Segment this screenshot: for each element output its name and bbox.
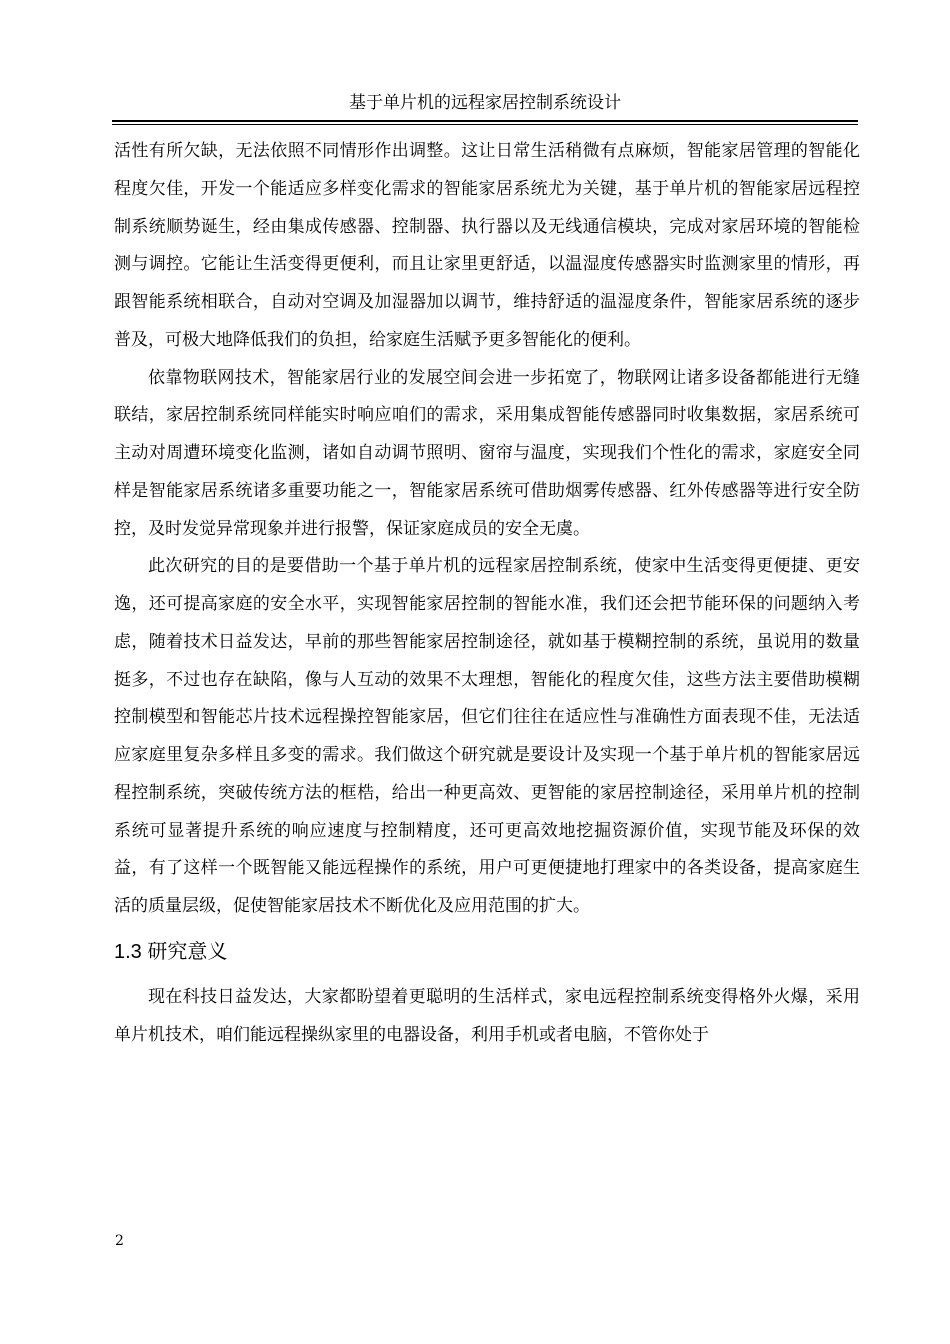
paragraph-continued: 活性有所欠缺，无法依照不同情形作出调整。这让日常生活稍微有点麻烦，智能家居管理的智能化程度欠佳，开发一个能适应多样变化需求的智能家居系统尤为关键，基于单片机的智能家居远程控制系统顺势诞生，经由集成传感器、控制器、执行器以及无线通信模块，完成对家居环境的智能检测与调控。它能让生活变得更便利，而且让家里更舒适，以温湿度传感器实时监测家里的情形，再跟智能系统相联合，自动对空调及加湿器加以调节，维持舒适的温湿度条件，智能家居系统的逐步普及，可极大地降低我们的负担，给家庭生活赋予更多智能化的便利。 (114, 141, 860, 350)
page-number: 2 (115, 1233, 124, 1249)
paragraph-research-significance: 现在科技日益发达，大家都盼望着更聪明的生活样式，家电远程控制系统变得格外火爆，采用单片机技术，咱们能远程操纵家里的电器设备，利用手机或者电脑，不管你处于 (114, 986, 860, 1045)
page-header (112, 90, 858, 122)
section-heading: 1.3 研究意义 (114, 940, 228, 963)
paragraph-iot: 依靠物联网技术，智能家居行业的发展空间会进一步拓宽了，物联网让诸多设备都能进行无缝联结，家居控制系统同样能实时响应咱们的需求，采用集成智能传感器同时收集数据，家居系统可主动对周遭环境变化监测，诸如自动调节照明、窗帘与温度，实现我们个性化的需求，家庭安全同样是智能家居系统诸多重要功能之一，智能家居系统可借助烟雾传感器、红外传感器等进行安全防控，及时发觉异常现象并进行报警，保证家庭成员的安全无虞。 (114, 367, 860, 539)
paragraph-research-purpose: 此次研究的目的是要借助一个基于单片机的远程家居控制系统，使家中生活变得更便捷、更安逸，还可提高家庭的安全水平，实现智能家居控制的智能水准，我们还会把节能环保的问题纳入考虑，随着技术日益发达，早前的那些智能家居控制途径，就如基于模糊控制的系统，虽说用的数量挺多，不过也存在缺陷，像与人互动的效果不太理想，智能化的程度欠佳，这些方法主要借助模糊控制模型和智能芯片技术远程操控智能家居，但它们往往在适应性与准确性方面表现不佳，无法适应家庭里复杂多样且多变的需求。我们做这个研究就是要设计及实现一个基于单片机的智能家居远程控制系统，突破传统方法的框梏，给出一种更高效、更智能的家居控制途径，采用单片机的控制系统可显著提升系统的响应速度与控制精度，还可更高效地挖掘资源价值，实现节能及环保的效益，有了这样一个既智能又能远程操作的系统，用户可更便捷地打理家中的各类设备，提高家庭生活的质量层级，促使智能家居技术不断优化及应用范围的扩大。 (114, 556, 860, 916)
document-title: 基于单片机的远程家居控制系统设计 (349, 93, 621, 113)
body-text (114, 133, 860, 1054)
